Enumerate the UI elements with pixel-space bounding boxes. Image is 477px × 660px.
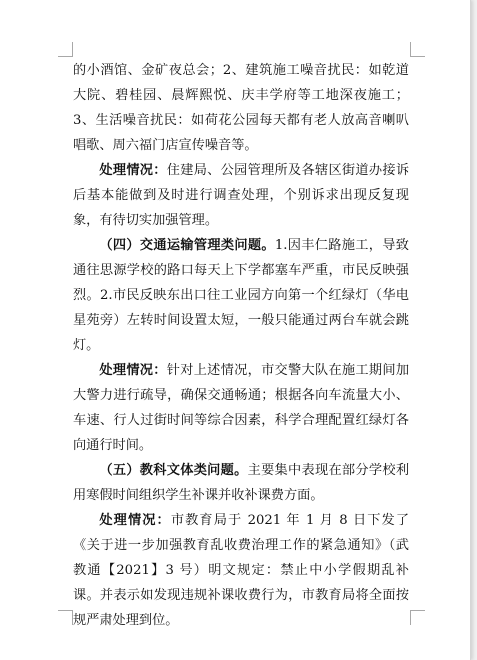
handling-text: 市教育局于 2021 年 1 月 8 日下发了《关于进一步加强教育乱收费治理工作的紧急通知》（武教通【2021】3 号）明文规定：禁止中小学假期乱补课。并表示如发现违规补课收费行为，市教育局将全面按规严肃处理到位。 [73,513,410,628]
paragraph-noise-handling [73,158,409,233]
paragraph-education-handling [73,508,409,633]
corner-mark-top-left [58,42,73,57]
paragraph-noise-continued: 的小酒馆、金矿夜总会；2、建筑施工噪音扰民：如乾道大院、碧桂园、晨辉熙悦、庆丰学府等工地深夜施工；3、生活噪音扰民：如荷花公园每天都有老人放高音喇叭唱歌、周六福门店宣传噪音等。 [73,63,409,153]
corner-mark-top-right [410,42,425,57]
handling-label: 处理情况： [99,513,171,528]
section-heading-traffic: （四）交通运输管理类问题。 [99,238,275,253]
handling-label: 处理情况： [99,363,167,378]
document-body[interactable] [73,58,409,633]
handling-text: 住建局、公园管理所及各辖区街道办接诉后基本能做到及时进行调查处理，个别诉求出现反复现象，有待切实加强管理。 [73,163,410,228]
section-heading-education: （五）教科文体类问题。 [99,463,248,478]
paragraph-education-issues [73,458,409,508]
paragraph-traffic-handling [73,358,409,458]
handling-text: 针对上述情况，市交警大队在施工期间加大警力进行疏导，确保交通畅通；根据各向车流量大小、车速、行人过街时间等综合因素，科学合理配置红绿灯各向通行时间。 [73,363,410,453]
traffic-issues-text: 1.因丰仁路施工，导致通往思源学校的路口每天上下学都塞车严重，市民反映强烈。2.市民反映东出口往工业园方向第一个红绿灯（华电星苑旁）左转时间设置太短，一般只能通过两台车就会跳灯。 [73,238,409,353]
corner-mark-bottom-left [58,610,73,625]
handling-label: 处理情况： [99,163,167,178]
corner-mark-bottom-right [410,610,425,625]
paragraph-traffic-issues [73,233,409,358]
education-issues-text: 主要集中表现在部分学校利用寒假时间组织学生补课并收补课费方面。 [73,463,410,503]
